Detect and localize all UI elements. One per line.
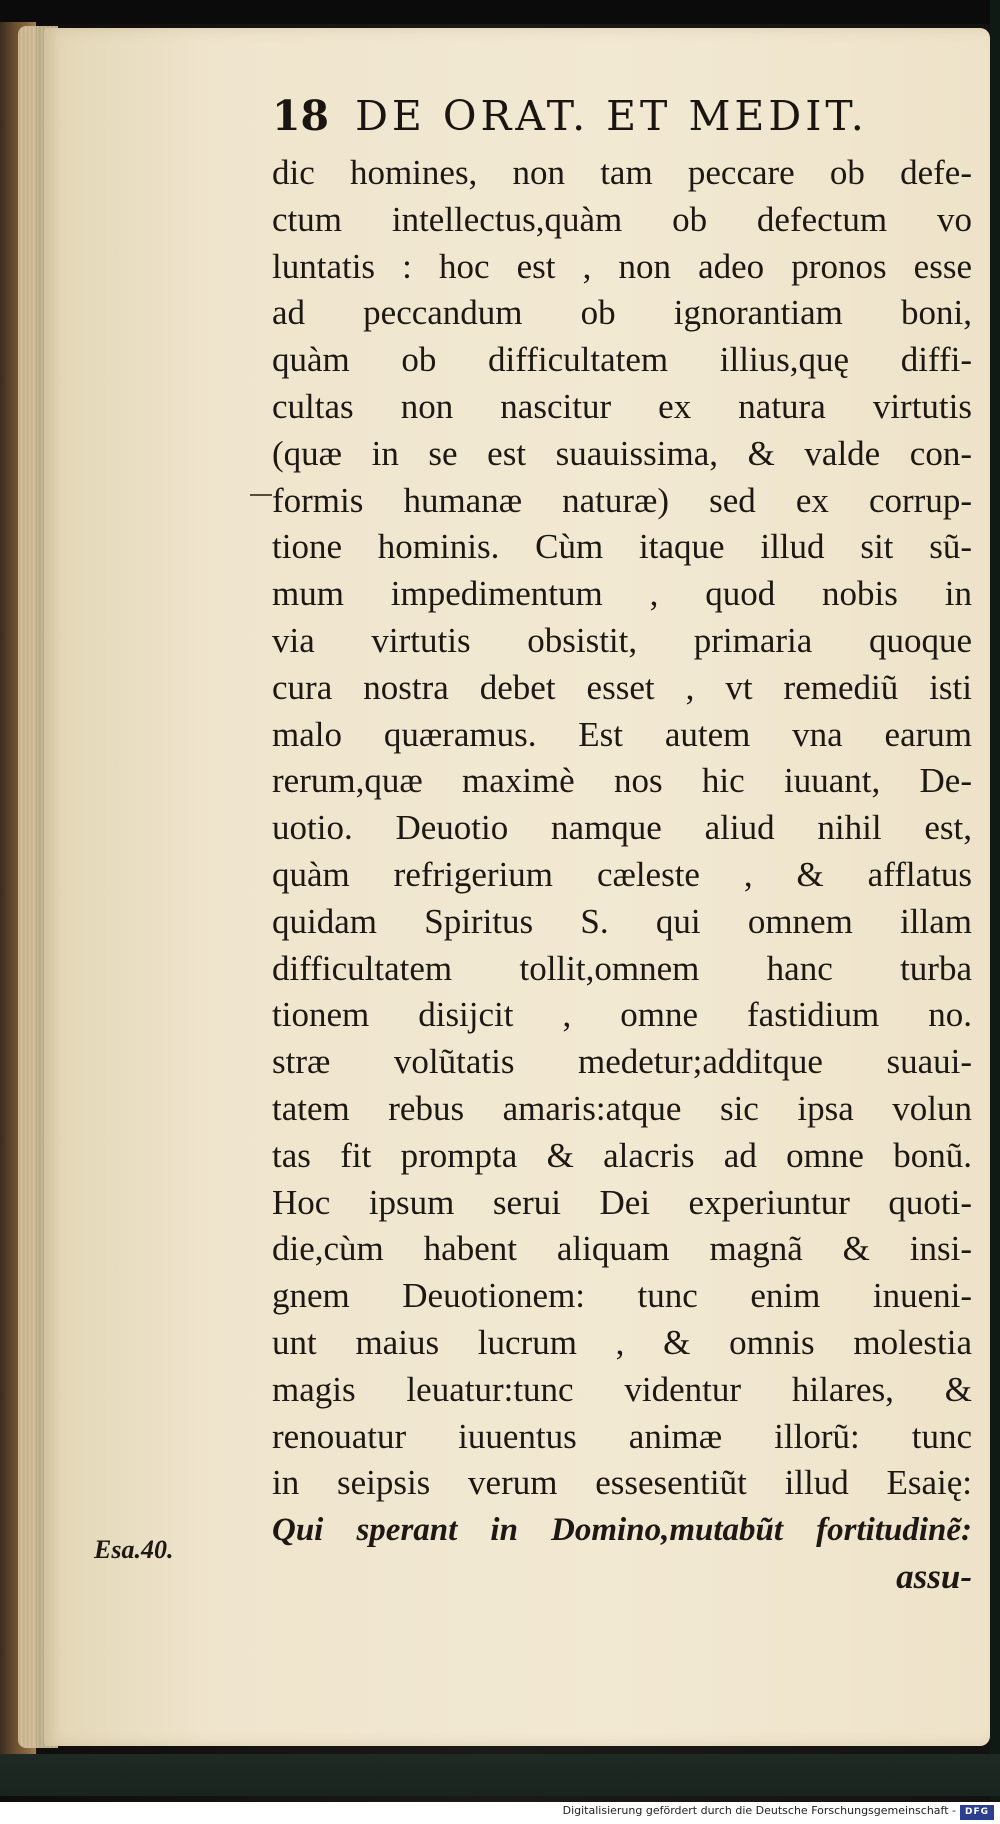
text-line: tatem rebus amaris:atque sic ipsa volun: [272, 1088, 972, 1128]
catchword: assu-: [896, 1556, 972, 1596]
text-line: dic homines, non tam peccare ob defe-: [272, 153, 972, 192]
text-line: quidam Spiritus S. qui omnem illam: [272, 901, 972, 941]
text-line: quàm ob difficultatem illius,quę diffi-: [272, 340, 972, 380]
text-line: rerum,quæ maximè nos hic iuuant, De-: [272, 761, 972, 801]
credit-text: Digitalisierung gefördert durch die Deutsche Forschungsgemeinschaft -: [562, 1804, 956, 1817]
text-line: magis leuatur:tunc videntur hilares, &: [272, 1369, 972, 1409]
text-line: via virtutis obsistit, primaria quoque: [272, 620, 972, 660]
right-edge: [990, 0, 1000, 1800]
text-line: tionem disijcit , omne fastidium no.: [272, 995, 972, 1035]
text-line: ctum intellectus,quàm ob defectum vo: [272, 199, 972, 239]
marginal-note: Esa.40.: [94, 1535, 174, 1564]
text-line: die,cùm habent aliquam magnã & insi-: [272, 1229, 972, 1269]
dfg-logo: DFG: [960, 1805, 994, 1820]
scripture-quote-line: Qui sperant in Domino,mutabũt fortitudinẽ:: [272, 1512, 972, 1549]
text-line: mum impedimentum , quod nobis in: [272, 574, 972, 614]
text-line: formis humanæ naturæ) sed ex corrup-: [272, 480, 972, 520]
text-line: ad peccandum ob ignorantiam boni,: [272, 293, 972, 333]
text-line: uotio. Deuotio namque aliud nihil est,: [272, 808, 972, 848]
running-head: [272, 92, 982, 152]
text-line: malo quæramus. Est autem vna earum: [272, 714, 972, 754]
body-text: [272, 150, 972, 1601]
running-title: DE ORAT. ET MEDIT.: [355, 92, 868, 140]
text-line: cultas non nascitur ex natura virtutis: [272, 386, 972, 426]
text-line: gnem Deuotionem: tunc enim inueni-: [272, 1276, 972, 1316]
text-line: renouatur iuuentus animæ illorũ: tunc: [272, 1416, 972, 1456]
margin-mark: [250, 494, 272, 496]
text-line: luntatis : hoc est , non adeo pronos esse: [272, 246, 972, 286]
text-line: tione hominis. Cùm itaque illud sit sũ-: [272, 527, 972, 567]
bottom-band: [0, 1754, 1000, 1796]
text-line: quàm refrigerium cæleste , & afflatus: [272, 854, 972, 894]
text-line: difficultatem tollit,omnem hanc turba: [272, 948, 972, 988]
digitization-credit: [0, 1802, 1000, 1824]
text-line: cura nostra debet esset , vt remediũ isti: [272, 667, 972, 707]
page-number: 18: [272, 92, 330, 140]
text-line: Hoc ipsum serui Dei experiuntur quoti-: [272, 1182, 972, 1222]
text-line: unt maius lucrum , & omnis molestia: [272, 1322, 972, 1362]
text-line: tas fit prompta & alacris ad omne bonũ.: [272, 1135, 972, 1175]
top-strip: [0, 0, 1000, 24]
text-line: stræ volũtatis medetur;additque suaui-: [272, 1042, 972, 1082]
text-line: (quæ in se est suauissima, & valde con-: [272, 433, 972, 473]
text-line: in seipsis verum essesentiũt illud Esaię:: [272, 1463, 972, 1503]
